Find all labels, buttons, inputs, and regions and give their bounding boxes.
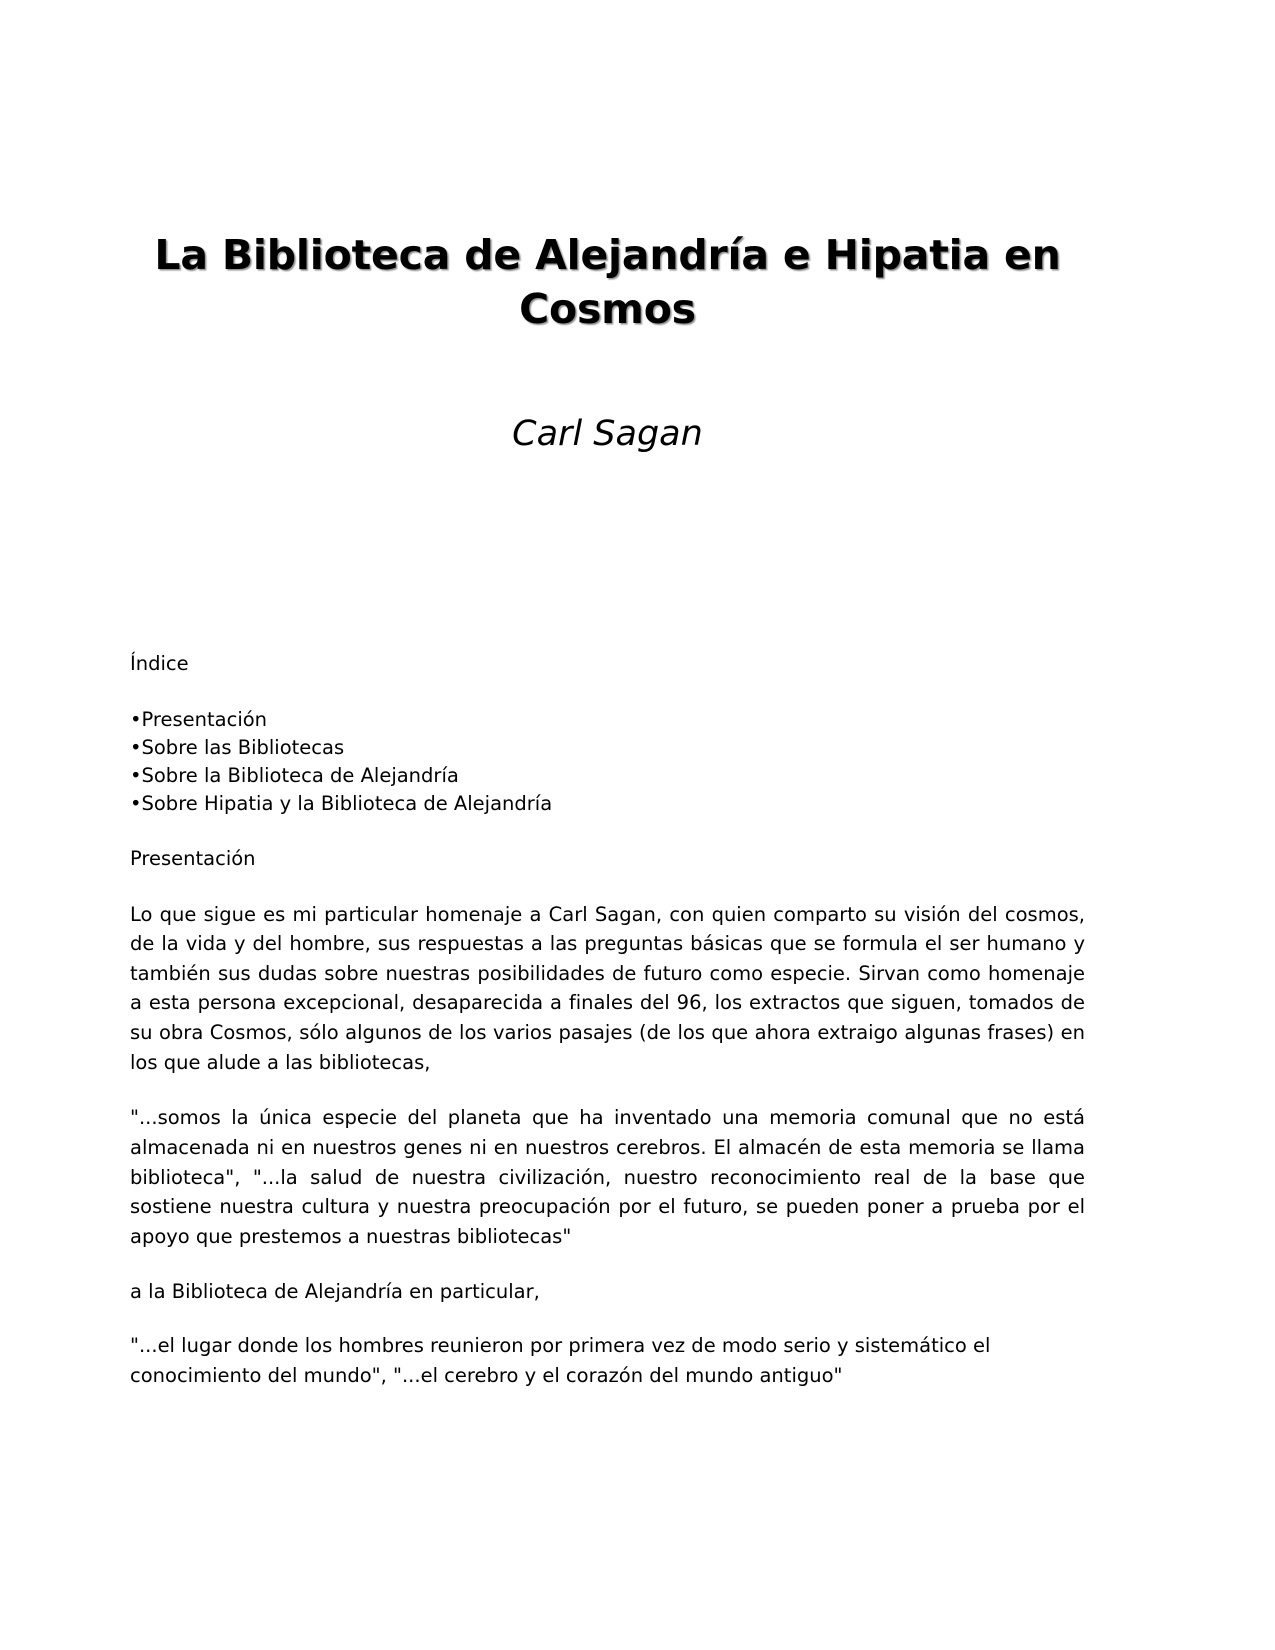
paragraph-4: "...el lugar donde los hombres reunieron por primera vez de modo serio y sistemático el conocimiento del mundo", "...el cerebro y el corazón del mundo antiguo"	[130, 1334, 991, 1387]
paragraph-3: a la Biblioteca de Alejandría en particular,	[130, 1280, 540, 1304]
list-item[interactable]: •Sobre la Biblioteca de Alejandría	[130, 763, 459, 787]
spacer-before-section	[130, 817, 1085, 845]
spacer-3	[130, 1307, 1085, 1331]
paragraph-1: Lo que sigue es mi particular homenaje a Carl Sagan, con quien comparto su visión del cosmos, de la vida y del hombre, sus respuestas a las preguntas básicas que se formula el ser humano y también sus dudas sobre nuestras posibilidades de futuro como especie. Sirvan como homenaje a esta persona excepcional, desaparecida a finales del 96, los extractos que siguen, tomados de su obra Cosmos, sólo algunos de los varios pasajes (de los que ahora extraigo algunas frases) en los que alude a las bibliotecas,	[130, 902, 1085, 1074]
document-author: Carl Sagan	[512, 414, 703, 455]
section-heading-presentacion: Presentación	[130, 847, 256, 871]
list-item[interactable]: •Presentación	[130, 708, 268, 732]
spacer-after-section-heading	[130, 874, 1085, 900]
spacer-1	[130, 1077, 1085, 1103]
document-content	[130, 0, 1085, 1390]
title-body-spacer	[130, 454, 1085, 650]
list-item[interactable]: •Sobre Hipatia y la Biblioteca de Alejandría	[130, 791, 553, 815]
spacer-2	[130, 1251, 1085, 1277]
index-list	[130, 706, 1085, 817]
page-title: La Biblioteca de Alejandría e Hipatia en Cosmos	[154, 231, 1061, 334]
paragraph-2: "...somos la única especie del planeta que ha inventado una memoria comunal que no está almacenada ni en nuestros genes ni en nuestros cerebros. El almacén de esta memoria se llama biblioteca", "...la salud de nuestra civilización, nuestro reconocimiento real de la base que sostiene nuestra cultura y nuestra preocupación por el futuro, se pueden poner a prueba por el apoyo que prestemos a nuestras bibliotecas"	[130, 1106, 1085, 1248]
index-heading: Índice	[130, 652, 189, 676]
list-item[interactable]: •Sobre las Bibliotecas	[130, 736, 345, 760]
spacer-after-index-heading	[130, 678, 1085, 706]
